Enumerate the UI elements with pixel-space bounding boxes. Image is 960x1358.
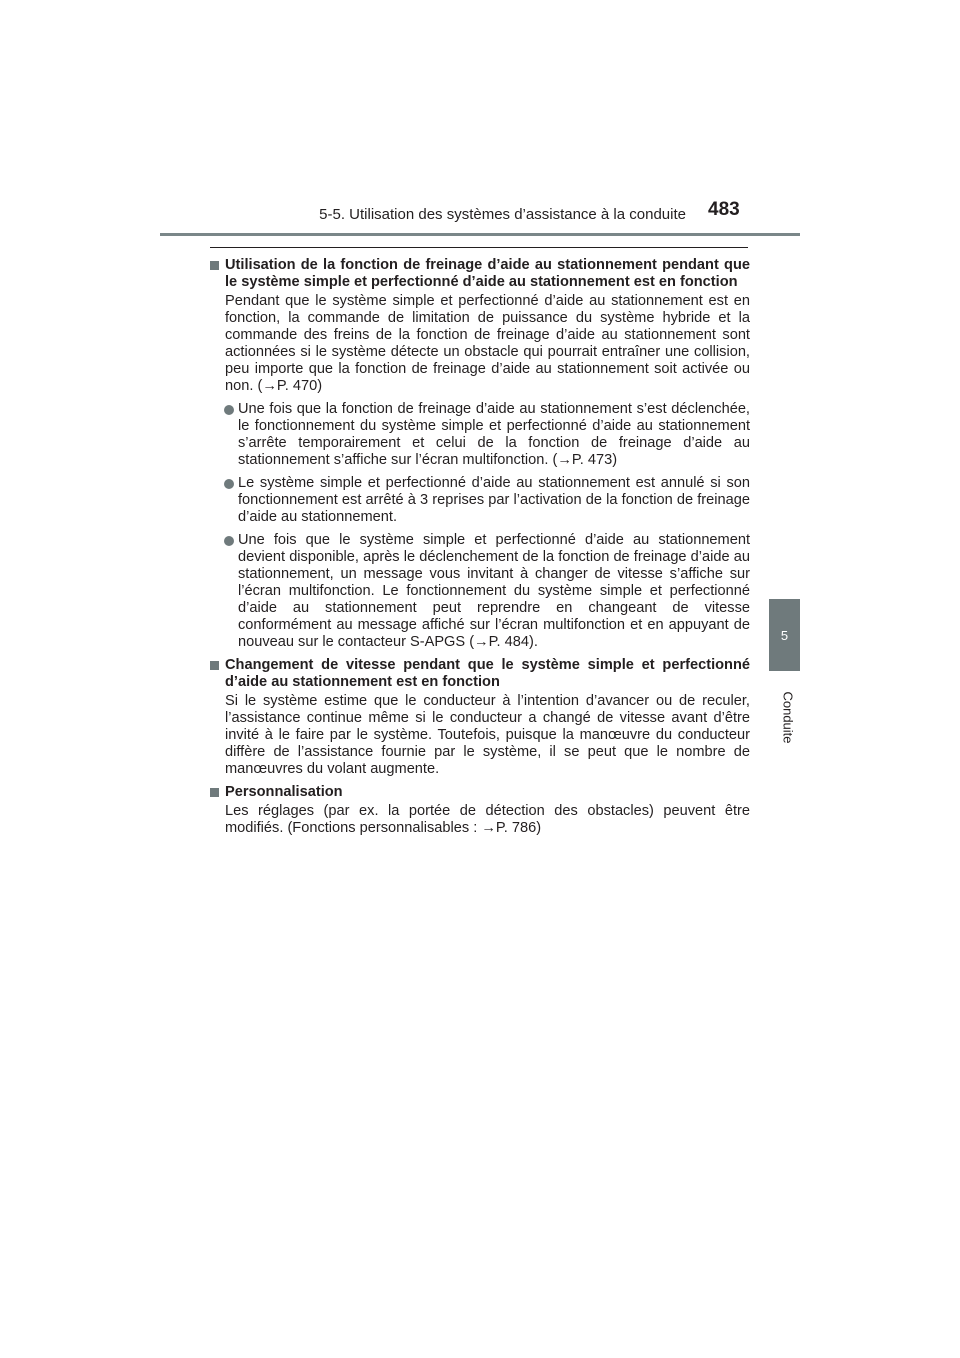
section-parking-brake: [210, 257, 750, 651]
list-item-text: Une fois que la fonction de freinage d’aide au stationnement s’est déclenchée, le fonctionnement du système simple et perfectionné d’aide au stationnement s’arrête temporairement et celui de la fonction de freinage d’aide au stationnement s’affiche sur l’écran multifonction. (→P. 473): [238, 401, 750, 468]
section-body: Si le système estime que le conducteur à l’intention d’avancer ou de reculer, l’assistance continue même si le conducteur a changé de vitesse avant d’être invité à le faire par le système. Toutefois, puisque la manœuvre du conducteur diffère de l’assistance fournie par le système, il se peut que le nombre de manœuvres du volant augmente.: [225, 693, 750, 777]
header-divider: [160, 233, 800, 236]
section-heading-text: Personnalisation: [225, 784, 343, 800]
page-header: [0, 0, 960, 240]
chapter-number: 5: [780, 628, 789, 643]
section-gear-change: [210, 657, 750, 778]
section-heading: [210, 784, 750, 801]
square-bullet-icon: [210, 261, 219, 270]
section-heading-text: Utilisation de la fonction de freinage d’aide au stationnement pendant que le système simple et perfectionné d’aide au stationnement est en fonction: [225, 257, 750, 290]
square-bullet-icon: [210, 661, 219, 670]
list-item-text: Une fois que le système simple et perfectionné d’aide au stationnement devient disponible, après le déclenchement de la fonction de freinage d’aide au stationnement, un message vous invitant à changer de vitesse s’affiche sur l’écran multifonction. Le fonctionnement du système simple et perfectionné d’aide au stationnement peut reprendre en changeant de vitesse conformément au message affiché sur l’écran multifonction et en appuyant de nouveau sur le contacteur S-APGS (→P. 484).: [238, 532, 750, 650]
section-personalisation: [210, 784, 750, 837]
section-body: Les réglages (par ex. la portée de détection des obstacles) peuvent être modifiés. (Fonctions personnalisables : →P. 786): [225, 803, 750, 836]
chapter-label-text: Conduite: [780, 691, 796, 744]
round-bullet-icon: [224, 479, 234, 489]
list-item: [210, 532, 750, 651]
section-title: 5-5. Utilisation des systèmes d’assistance à la conduite: [319, 206, 686, 223]
chapter-tab: [769, 599, 800, 671]
page-number: 483: [708, 199, 740, 220]
list-item-text: Le système simple et perfectionné d’aide au stationnement est annulé si son fonctionnement est arrêté à 3 reprises par l’activation de la fonction de freinage d’aide au stationnement.: [238, 475, 750, 525]
section-heading-text: Changement de vitesse pendant que le système simple et perfectionné d’aide au stationnement est en fonction: [225, 657, 750, 690]
section-heading: [210, 257, 750, 291]
content-divider: [210, 247, 748, 248]
section-heading: [210, 657, 750, 691]
round-bullet-icon: [224, 536, 234, 546]
page-content: [210, 257, 750, 843]
chapter-label: [776, 680, 796, 760]
square-bullet-icon: [210, 788, 219, 797]
round-bullet-icon: [224, 405, 234, 415]
list-item: [210, 475, 750, 526]
list-item: [210, 401, 750, 469]
section-body: Pendant que le système simple et perfectionné d’aide au stationnement est en fonction, la commande de limitation de puissance du système hybride et la commande des freins de la fonction de freinage d’aide au stationnement sont actionnées si le système détecte un obstacle qui pourrait entraîner une collision, peu importe que la fonction de freinage d’aide au stationnement soit activée ou non. (→P. 470): [225, 293, 750, 394]
